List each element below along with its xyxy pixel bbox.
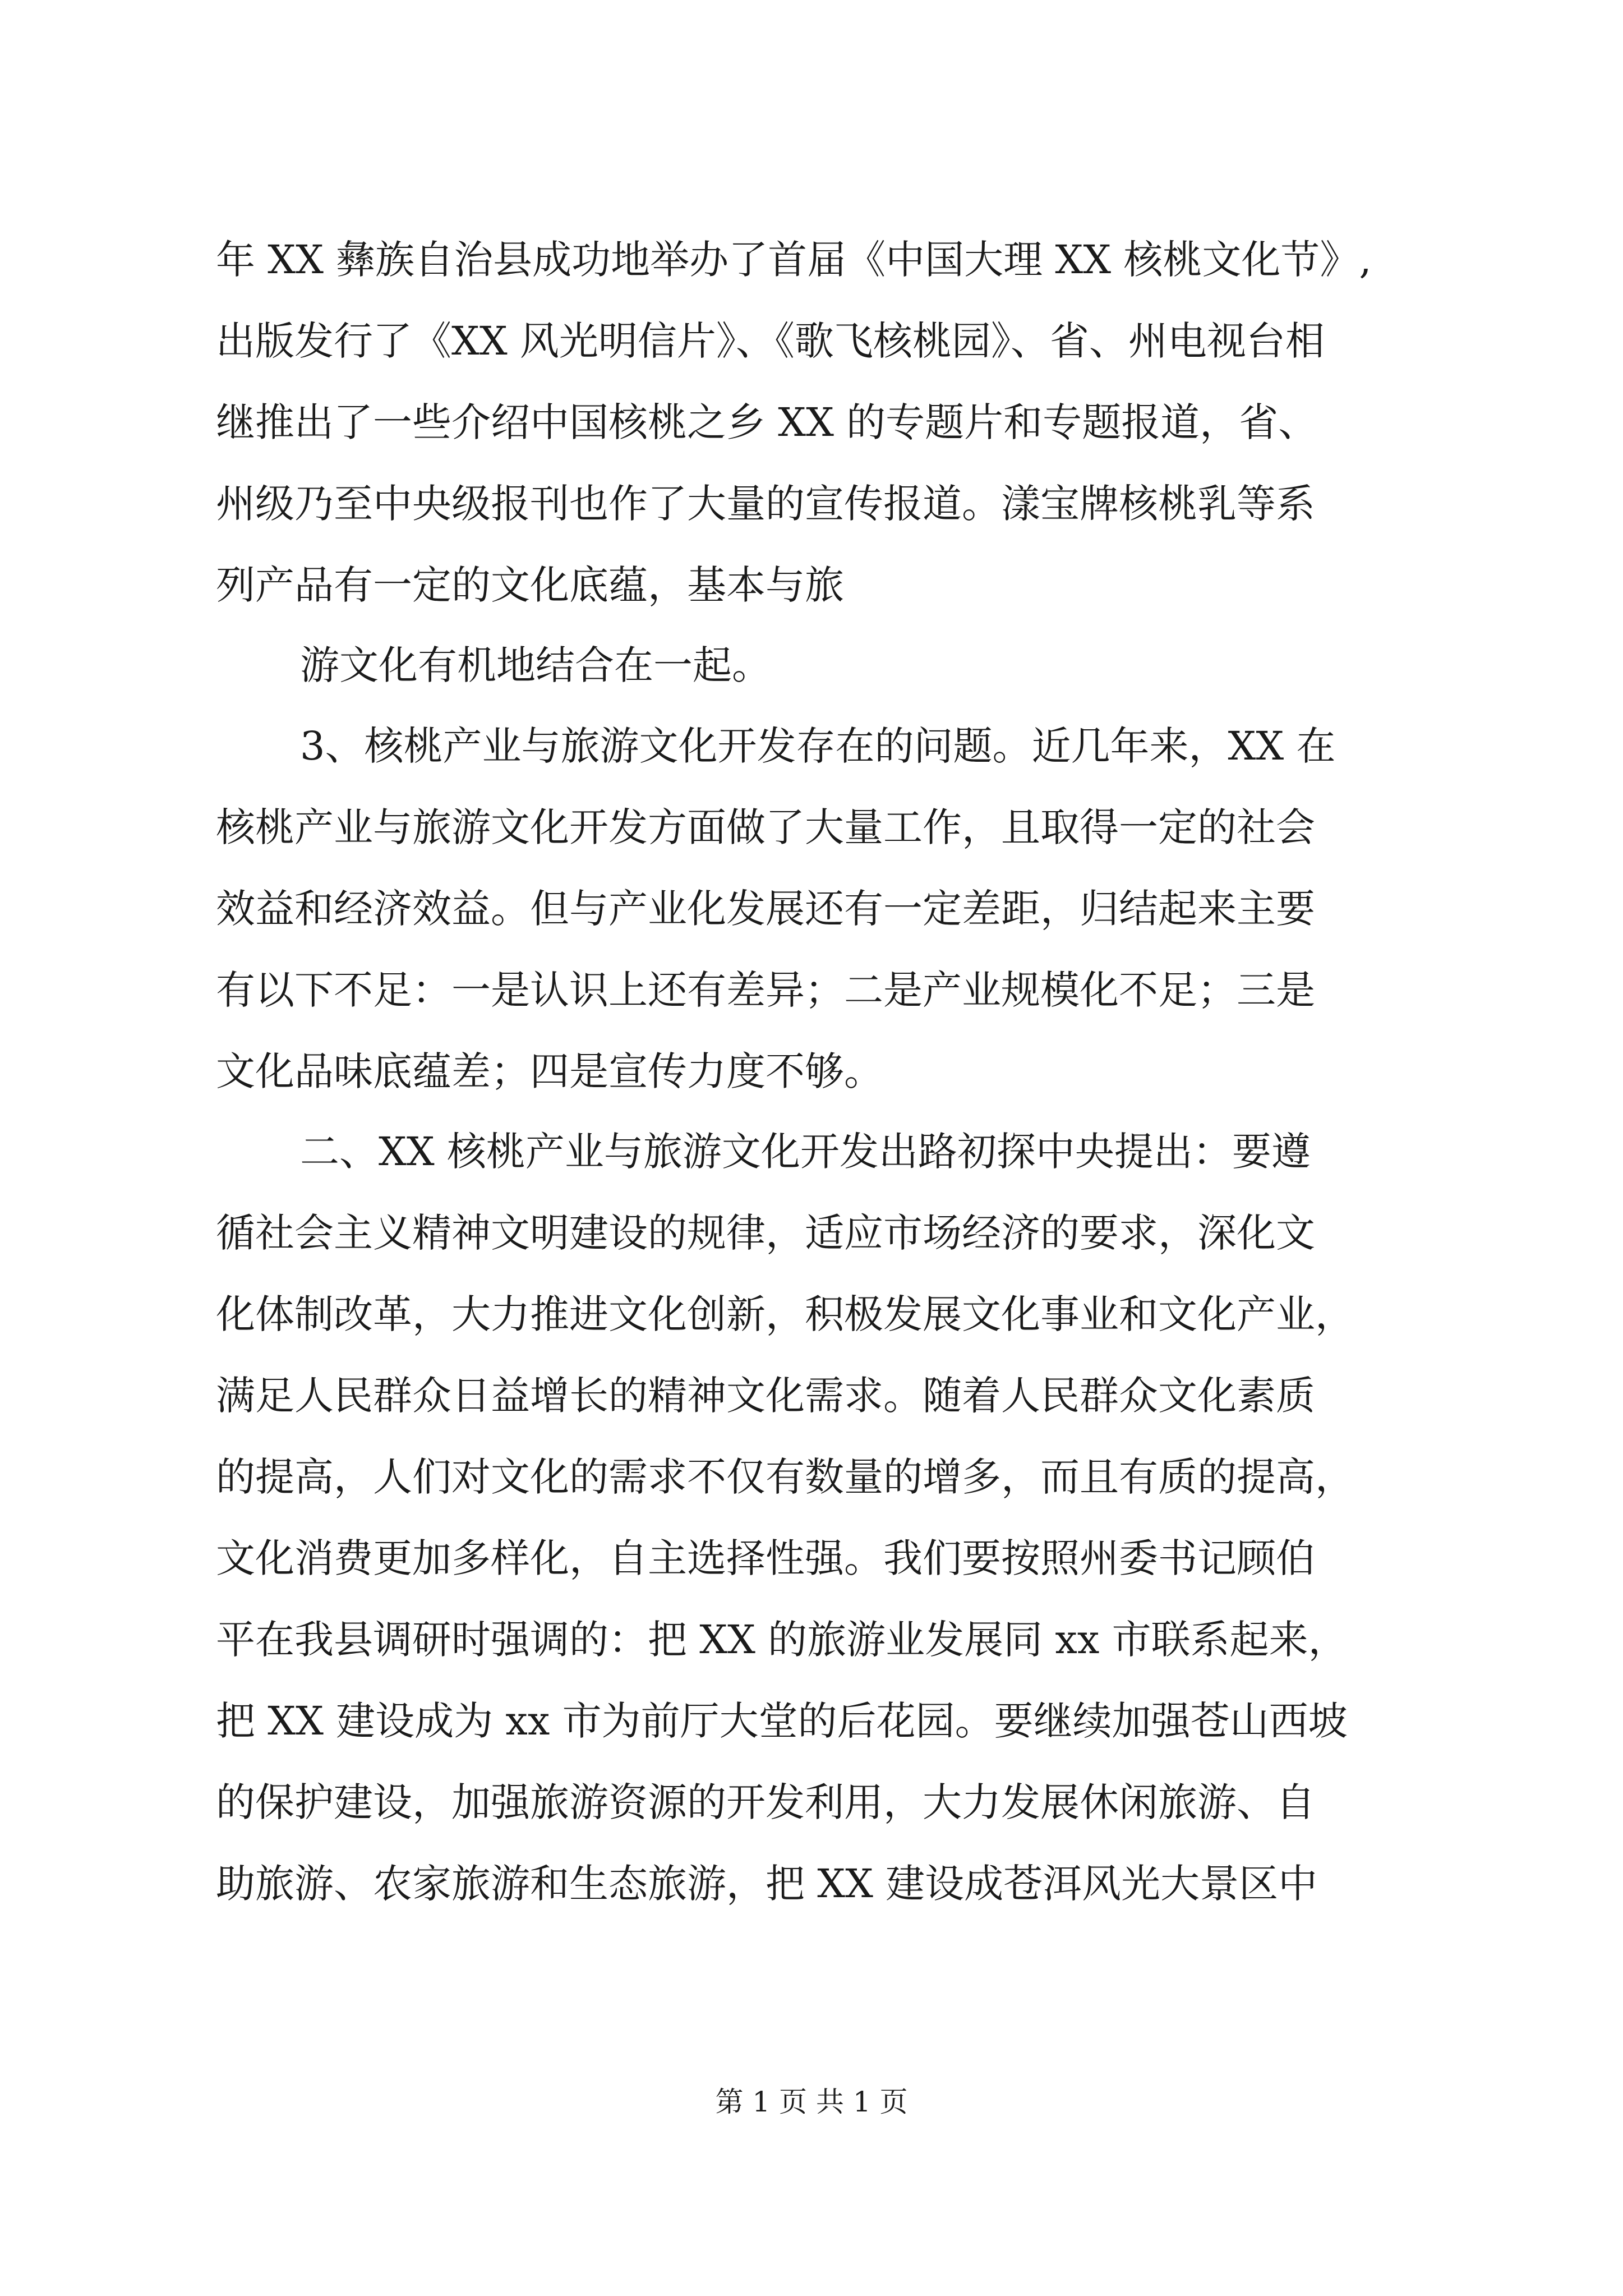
text-line-1: 年 XX 彝族自治县成功地举办了首届《中国大理 XX 核桃文化节》, bbox=[216, 237, 1372, 283]
text-line-5: 列产品有一定的文化底蕴，基本与旅 bbox=[216, 562, 844, 608]
text-line-19: 把 XX 建设成为 xx 市为前厅大堂的后花园。要继续加强苍山西坡 bbox=[216, 1698, 1348, 1744]
text-line-11: 文化品味底蕴差；四是宣传力度不够。 bbox=[216, 1048, 883, 1094]
text-line-3: 继推出了一些介绍中国核桃之乡 XX 的专题片和专题报道，省、 bbox=[216, 399, 1318, 445]
text-line-6: 游文化有机地结合在一起。 bbox=[300, 642, 771, 688]
text-line-8: 核桃产业与旅游文化开发方面做了大量工作，且取得一定的社会 bbox=[216, 804, 1315, 850]
text-line-21: 助旅游、农家旅游和生态旅游，把 XX 建设成苍洱风光大景区中 bbox=[216, 1861, 1318, 1907]
text-line-10: 有以下不足：一是认识上还有差异；二是产业规模化不足；三是 bbox=[216, 967, 1315, 1013]
text-line-14: 化体制改革，大力推进文化创新，积极发展文化事业和文化产业， bbox=[216, 1291, 1354, 1337]
text-line-15: 满足人民群众日益增长的精神文化需求。随着人民群众文化素质 bbox=[216, 1373, 1315, 1419]
text-line-9: 效益和经济效益。但与产业化发展还有一定差距，归结起来主要 bbox=[216, 886, 1315, 932]
text-line-13: 循社会主义精神文明建设的规律，适应市场经济的要求，深化文 bbox=[216, 1210, 1315, 1256]
text-line-4: 州级乃至中央级报刊也作了大量的宣传报道。漾宝牌核桃乳等系 bbox=[216, 481, 1315, 527]
text-line-16: 的提高，人们对文化的需求不仅有数量的增多，而且有质的提高， bbox=[216, 1454, 1354, 1500]
text-line-2: 出版发行了《XX 风光明信片》、《歌飞核桃园》、省、州电视台相 bbox=[216, 318, 1325, 364]
text-line-7: 3、核桃产业与旅游文化开发存在的问题。近几年来，XX 在 bbox=[300, 723, 1336, 769]
text-line-20: 的保护建设，加强旅游资源的开发利用，大力发展休闲旅游、自 bbox=[216, 1779, 1315, 1825]
text-line-12: 二、XX 核桃产业与旅游文化开发出路初探中央提出：要遵 bbox=[300, 1129, 1311, 1175]
text-line-17: 文化消费更加多样化，自主选择性强。我们要按照州委书记顾伯 bbox=[216, 1535, 1315, 1581]
page-footer: 第 1 页 共 1 页 bbox=[715, 2086, 908, 2118]
text-line-18: 平在我县调研时强调的：把 XX 的旅游业发展同 xx 市联系起来， bbox=[216, 1617, 1348, 1663]
